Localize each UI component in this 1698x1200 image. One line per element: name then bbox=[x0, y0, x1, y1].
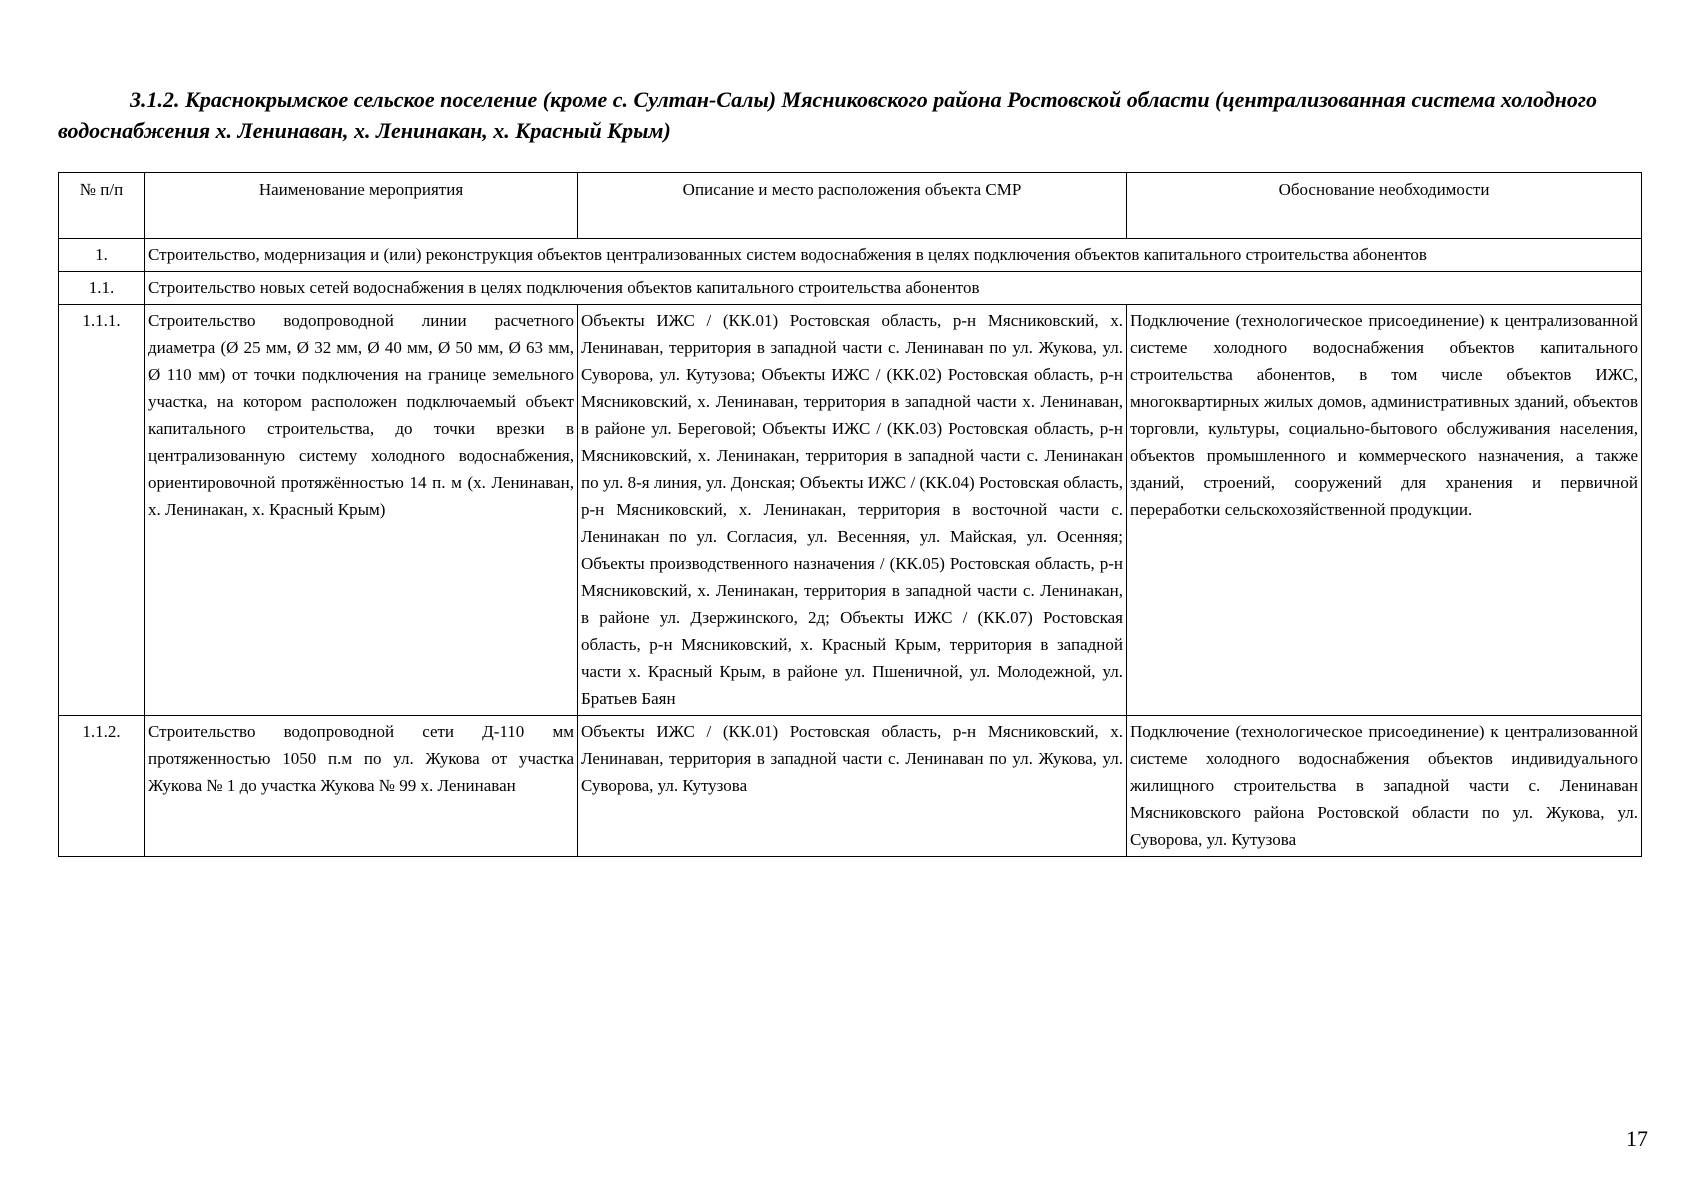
section-row-1-1 bbox=[59, 272, 1642, 305]
row-measure-name: Строительство водопроводной линии расчетного диаметра (Ø 25 мм, Ø 32 мм, Ø 40 мм, Ø 50 мм, Ø 63 мм, Ø 110 мм) от точки подключения на границе земельного участка, на котором расположен подключаемый объект капитального строительства, до точки врезки в централизованную систему холодного водоснабжения, ориентировочной протяжённостью 14 п. м (х. Ленинаван, х. Ленинакан, х. Красный Крым) bbox=[145, 305, 578, 716]
table-header-row bbox=[59, 173, 1642, 239]
row-justification: Подключение (технологическое присоединение) к централизованной системе холодного водоснабжения объектов индивидуального жилищного строительства в западной части с. Ленинаван Мясниковского района Ростовской области по ул. Жукова, ул. Суворова, ул. Кутузова bbox=[1127, 716, 1642, 857]
header-number: № п/п bbox=[59, 173, 145, 239]
row-description: Объекты ИЖС / (КК.01) Ростовская область, р-н Мясниковский, х. Ленинаван, территория в западной части с. Ленинаван по ул. Жукова, ул. Суворова, ул. Кутузова; Объекты ИЖС / (КК.02) Ростовская область, р-н Мясниковский, х. Ленинаван, территория в западной части х. Ленинаван, в районе ул. Береговой; Объекты ИЖС / (КК.03) Ростовская область, р-н Мясниковский, х. Ленинакан, территория в западной части с. Ленинакан по ул. 8-я линия, ул. Донская; Объекты ИЖС / (КК.04) Ростовская область, р-н Мясниковский, х. Ленинакан, территория в восточной части с. Ленинакан по ул. Согласия, ул. Весенняя, ул. Майская, ул. Осенняя; Объекты производственного назначения / (КК.05) Ростовская область, р-н Мясниковский, х. Ленинакан, территория в западной части с. Ленинакан, в районе ул. Дзержинского, 2д; Объекты ИЖС / (КК.07) Ростовская область, р-н Мясниковский, х. Красный Крым, территория в западной части х. Красный Крым, в районе ул. Пшеничной, ул. Молодежной, ул. Братьев Баян bbox=[578, 305, 1127, 716]
header-description: Описание и место расположения объекта СМР bbox=[578, 173, 1127, 239]
page-number: 17 bbox=[1626, 1126, 1648, 1151]
table-row bbox=[59, 305, 1642, 716]
section-1-title: Строительство, модернизация и (или) реконструкция объектов централизованных систем водоснабжения в целях подключения объектов капитального строительства абонентов bbox=[145, 239, 1642, 272]
row-justification: Подключение (технологическое присоединение) к централизованной системе холодного водоснабжения объектов капитального строительства абонентов, в том числе объектов ИЖС, многоквартирных жилых домов, административных зданий, объектов торговли, культуры, социально-бытового обслуживания населения, объектов промышленного и коммерческого назначения, а также зданий, строений, сооружений для хранения и первичной переработки сельскохозяйственной продукции. bbox=[1127, 305, 1642, 716]
row-measure-name: Строительство водопроводной сети Д-110 мм протяженностью 1050 п.м по ул. Жукова от участка Жукова № 1 до участка Жукова № 99 х. Ленинаван bbox=[145, 716, 578, 857]
measures-table bbox=[58, 172, 1642, 857]
section-1-number: 1. bbox=[59, 239, 145, 272]
section-row-1 bbox=[59, 239, 1642, 272]
row-number: 1.1.1. bbox=[59, 305, 145, 716]
header-measure-name: Наименование мероприятия bbox=[145, 173, 578, 239]
row-description: Объекты ИЖС / (КК.01) Ростовская область, р-н Мясниковский, х. Ленинаван, территория в западной части с. Ленинаван по ул. Жукова, ул. Суворова, ул. Кутузова bbox=[578, 716, 1127, 857]
section-heading: 3.1.2. Краснокрымское сельское поселение (кроме с. Султан-Салы) Мясниковского района Ростовской области (централизованная система холодного водоснабжения х. Ленинаван, х. Ленинакан, х. Красный Крым) bbox=[58, 87, 1597, 143]
table-row bbox=[59, 716, 1642, 857]
section-1-1-number: 1.1. bbox=[59, 272, 145, 305]
row-number: 1.1.2. bbox=[59, 716, 145, 857]
header-justification: Обоснование необходимости bbox=[1127, 173, 1642, 239]
section-1-1-title: Строительство новых сетей водоснабжения в целях подключения объектов капитального строительства абонентов bbox=[145, 272, 1642, 305]
